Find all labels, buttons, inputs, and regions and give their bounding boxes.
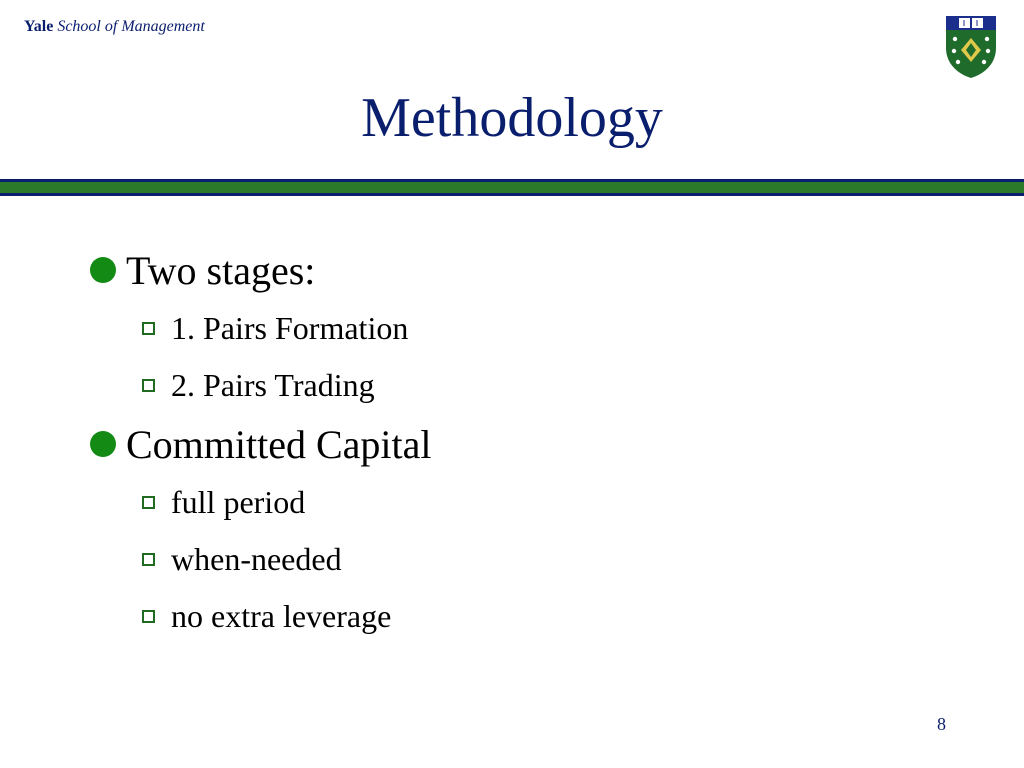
sub-bullet-text: full period xyxy=(171,484,306,520)
crest-dot xyxy=(953,37,957,41)
sub-bullet-full-period xyxy=(88,474,968,531)
bullet-two-stages xyxy=(88,240,968,300)
bullet-dot-icon xyxy=(90,257,116,283)
crest-dot xyxy=(982,60,986,64)
sub-bullet-pairs-formation xyxy=(88,300,968,357)
sub-bullet-text: when-needed xyxy=(171,541,342,577)
crest-dot xyxy=(985,37,989,41)
bullet-dot-icon xyxy=(90,431,116,457)
sub-bullet-text: 2. Pairs Trading xyxy=(171,367,375,403)
brand-school: School of Management xyxy=(57,18,205,35)
sub-bullet-text: no extra leverage xyxy=(171,598,392,634)
square-bullet-icon xyxy=(142,322,155,335)
sub-bullet-no-extra-leverage xyxy=(88,588,968,645)
sub-bullet-pairs-trading xyxy=(88,357,968,414)
square-bullet-icon xyxy=(142,496,155,509)
title-divider xyxy=(0,179,1024,196)
crest-dot xyxy=(986,49,990,53)
school-brand xyxy=(24,18,205,36)
yale-crest-logo xyxy=(944,14,998,80)
page-number: 8 xyxy=(937,714,946,734)
crest-shield-top xyxy=(946,16,996,30)
square-bullet-icon xyxy=(142,553,155,566)
square-bullet-icon xyxy=(142,379,155,392)
slide-title: Methodology xyxy=(361,87,663,149)
crest-dot xyxy=(952,49,956,53)
square-bullet-icon xyxy=(142,610,155,623)
sub-bullet-text: 1. Pairs Formation xyxy=(171,310,409,346)
sub-bullet-when-needed xyxy=(88,531,968,588)
slide-body xyxy=(88,240,968,645)
bullet-text: Committed Capital xyxy=(126,421,432,467)
crest-dot xyxy=(956,60,960,64)
brand-yale: Yale xyxy=(24,18,54,35)
bullet-committed-capital xyxy=(88,414,968,474)
bullet-text: Two stages: xyxy=(126,247,316,293)
